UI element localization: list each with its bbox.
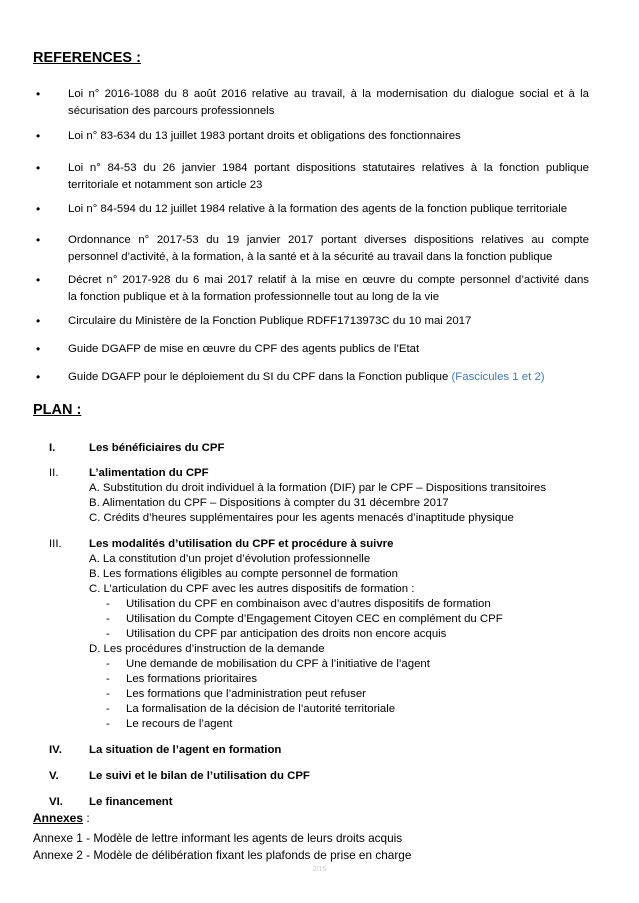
reference-text: la fonction publique et à la formation professionnelle tout au long de la vie	[68, 291, 440, 303]
dash-icon: -	[106, 658, 110, 670]
page-number: 2/15	[312, 866, 327, 873]
section-number: VI.	[49, 796, 63, 808]
reference-text: personnel d’activité, à la formation, à la santé et à la sécurité au travail dans la fonction publique	[68, 251, 553, 263]
subsection-item: A. Substitution du droit individuel à la formation (DIF) par le CPF – Dispositions transitoires	[89, 482, 547, 494]
reference-text: Loi n° 2016-1088 du 8 août 2016 relative au travail, à la modernisation du dialogue social et à la	[68, 88, 589, 100]
dash-icon: -	[106, 688, 110, 700]
bullet-icon: •	[36, 273, 41, 287]
reference-text: Décret n° 2017-928 du 6 mai 2017 relatif à la mise en œuvre du compte personnel d’activité dans	[68, 274, 589, 286]
bullet-icon: •	[36, 370, 41, 384]
bullet-icon: •	[36, 129, 41, 143]
annexes-heading-label: Annexes	[33, 811, 84, 825]
section-title: Le financement	[89, 796, 173, 808]
subsection-item: D. Les procédures d’instruction de la demande	[89, 643, 325, 655]
sub-list-item: Le recours de l’agent	[126, 718, 233, 730]
sub-list-item: Une demande de mobilisation du CPF à l’initiative de l’agent	[126, 658, 430, 670]
reference-text: Ordonnance n° 2017-53 du 19 janvier 2017 portant diverses dispositions relatives au compte	[68, 234, 589, 246]
section-number: IV.	[49, 744, 62, 756]
reference-text: Circulaire du Ministère de la Fonction Publique RDFF1713973C du 10 mai 2017	[68, 315, 472, 327]
section-number: II.	[49, 467, 59, 479]
reference-text: Loi n° 84-594 du 12 juillet 1984 relative à la formation des agents de la fonction publique territoriale	[68, 203, 568, 215]
dash-icon: -	[106, 613, 110, 625]
subsection-item: B. Les formations éligibles au compte personnel de formation	[89, 568, 398, 580]
reference-text: Guide DGAFP de mise en œuvre du CPF des agents publics de l’Etat	[68, 343, 420, 355]
dash-icon: -	[106, 703, 110, 715]
annex-item: Annexe 2 - Modèle de délibération fixant les plafonds de prise en charge	[33, 848, 412, 862]
annex-item: Annexe 1 - Modèle de lettre informant les agents de leurs droits acquis	[33, 831, 403, 845]
section-title: La situation de l’agent en formation	[89, 744, 282, 756]
section-title: Les bénéficiaires du CPF	[89, 442, 225, 454]
bullet-icon: •	[36, 202, 41, 216]
sub-list-item: Utilisation du CPF en combinaison avec d’autres dispositifs de formation	[126, 598, 491, 610]
reference-text-main: Guide DGAFP pour le déploiement du SI du CPF dans la Fonction publique	[68, 371, 449, 383]
reference-text: Loi n° 83-634 du 13 juillet 1983 portant droits et obligations des fonctionnaires	[68, 130, 461, 142]
subsection-item: C. Crédits d’heures supplémentaires pour les agents menacés d’inaptitude physique	[89, 512, 514, 524]
sub-list-item: Les formations prioritaires	[126, 673, 258, 685]
bullet-icon: •	[36, 87, 41, 101]
bullet-icon: •	[36, 233, 41, 247]
fascicules-link[interactable]: (Fascicules 1 et 2)	[451, 371, 545, 383]
bullet-icon: •	[36, 161, 41, 175]
section-title: Le suivi et le bilan de l’utilisation du CPF	[89, 770, 310, 782]
dash-icon: -	[106, 673, 110, 685]
subsection-item: C. L’articulation du CPF avec les autres dispositifs de formation :	[89, 583, 415, 595]
bullet-icon: •	[36, 342, 41, 356]
reference-text: territoriale et notamment son article 23	[68, 179, 263, 191]
sub-list-item: Les formations que l’administration peut refuser	[126, 688, 366, 700]
subsection-item: A. La constitution d’un projet d’évolution professionnelle	[89, 553, 371, 565]
section-number: I.	[49, 442, 56, 454]
reference-text	[68, 369, 589, 386]
section-number: III.	[49, 538, 62, 550]
dash-icon: -	[106, 598, 110, 610]
section-title: L’alimentation du CPF	[89, 467, 209, 479]
section-number: V.	[49, 770, 59, 782]
section-title: Les modalités d’utilisation du CPF et procédure à suivre	[89, 538, 394, 550]
bullet-icon: •	[36, 314, 41, 328]
subsection-item: B. Alimentation du CPF – Dispositions à compter du 31 décembre 2017	[89, 497, 449, 509]
dash-icon: -	[106, 718, 110, 730]
annexes-heading	[33, 811, 90, 826]
reference-text: Loi n° 84-53 du 26 janvier 1984 portant dispositions statutaires relatives à la fonction publique	[68, 162, 589, 174]
dash-icon: -	[106, 628, 110, 640]
reference-text: sécurisation des parcours professionnels	[68, 105, 275, 117]
annexes-heading-suffix: :	[83, 811, 90, 825]
sub-list-item: La formalisation de la décision de l’autorité territoriale	[126, 703, 396, 715]
references-heading: REFERENCES :	[33, 50, 141, 66]
sub-list-item: Utilisation du CPF par anticipation des droits non encore acquis	[126, 628, 447, 640]
sub-list-item: Utilisation du Compte d’Engagement Citoyen CEC en complément du CPF	[126, 613, 503, 625]
plan-heading: PLAN :	[33, 402, 82, 418]
